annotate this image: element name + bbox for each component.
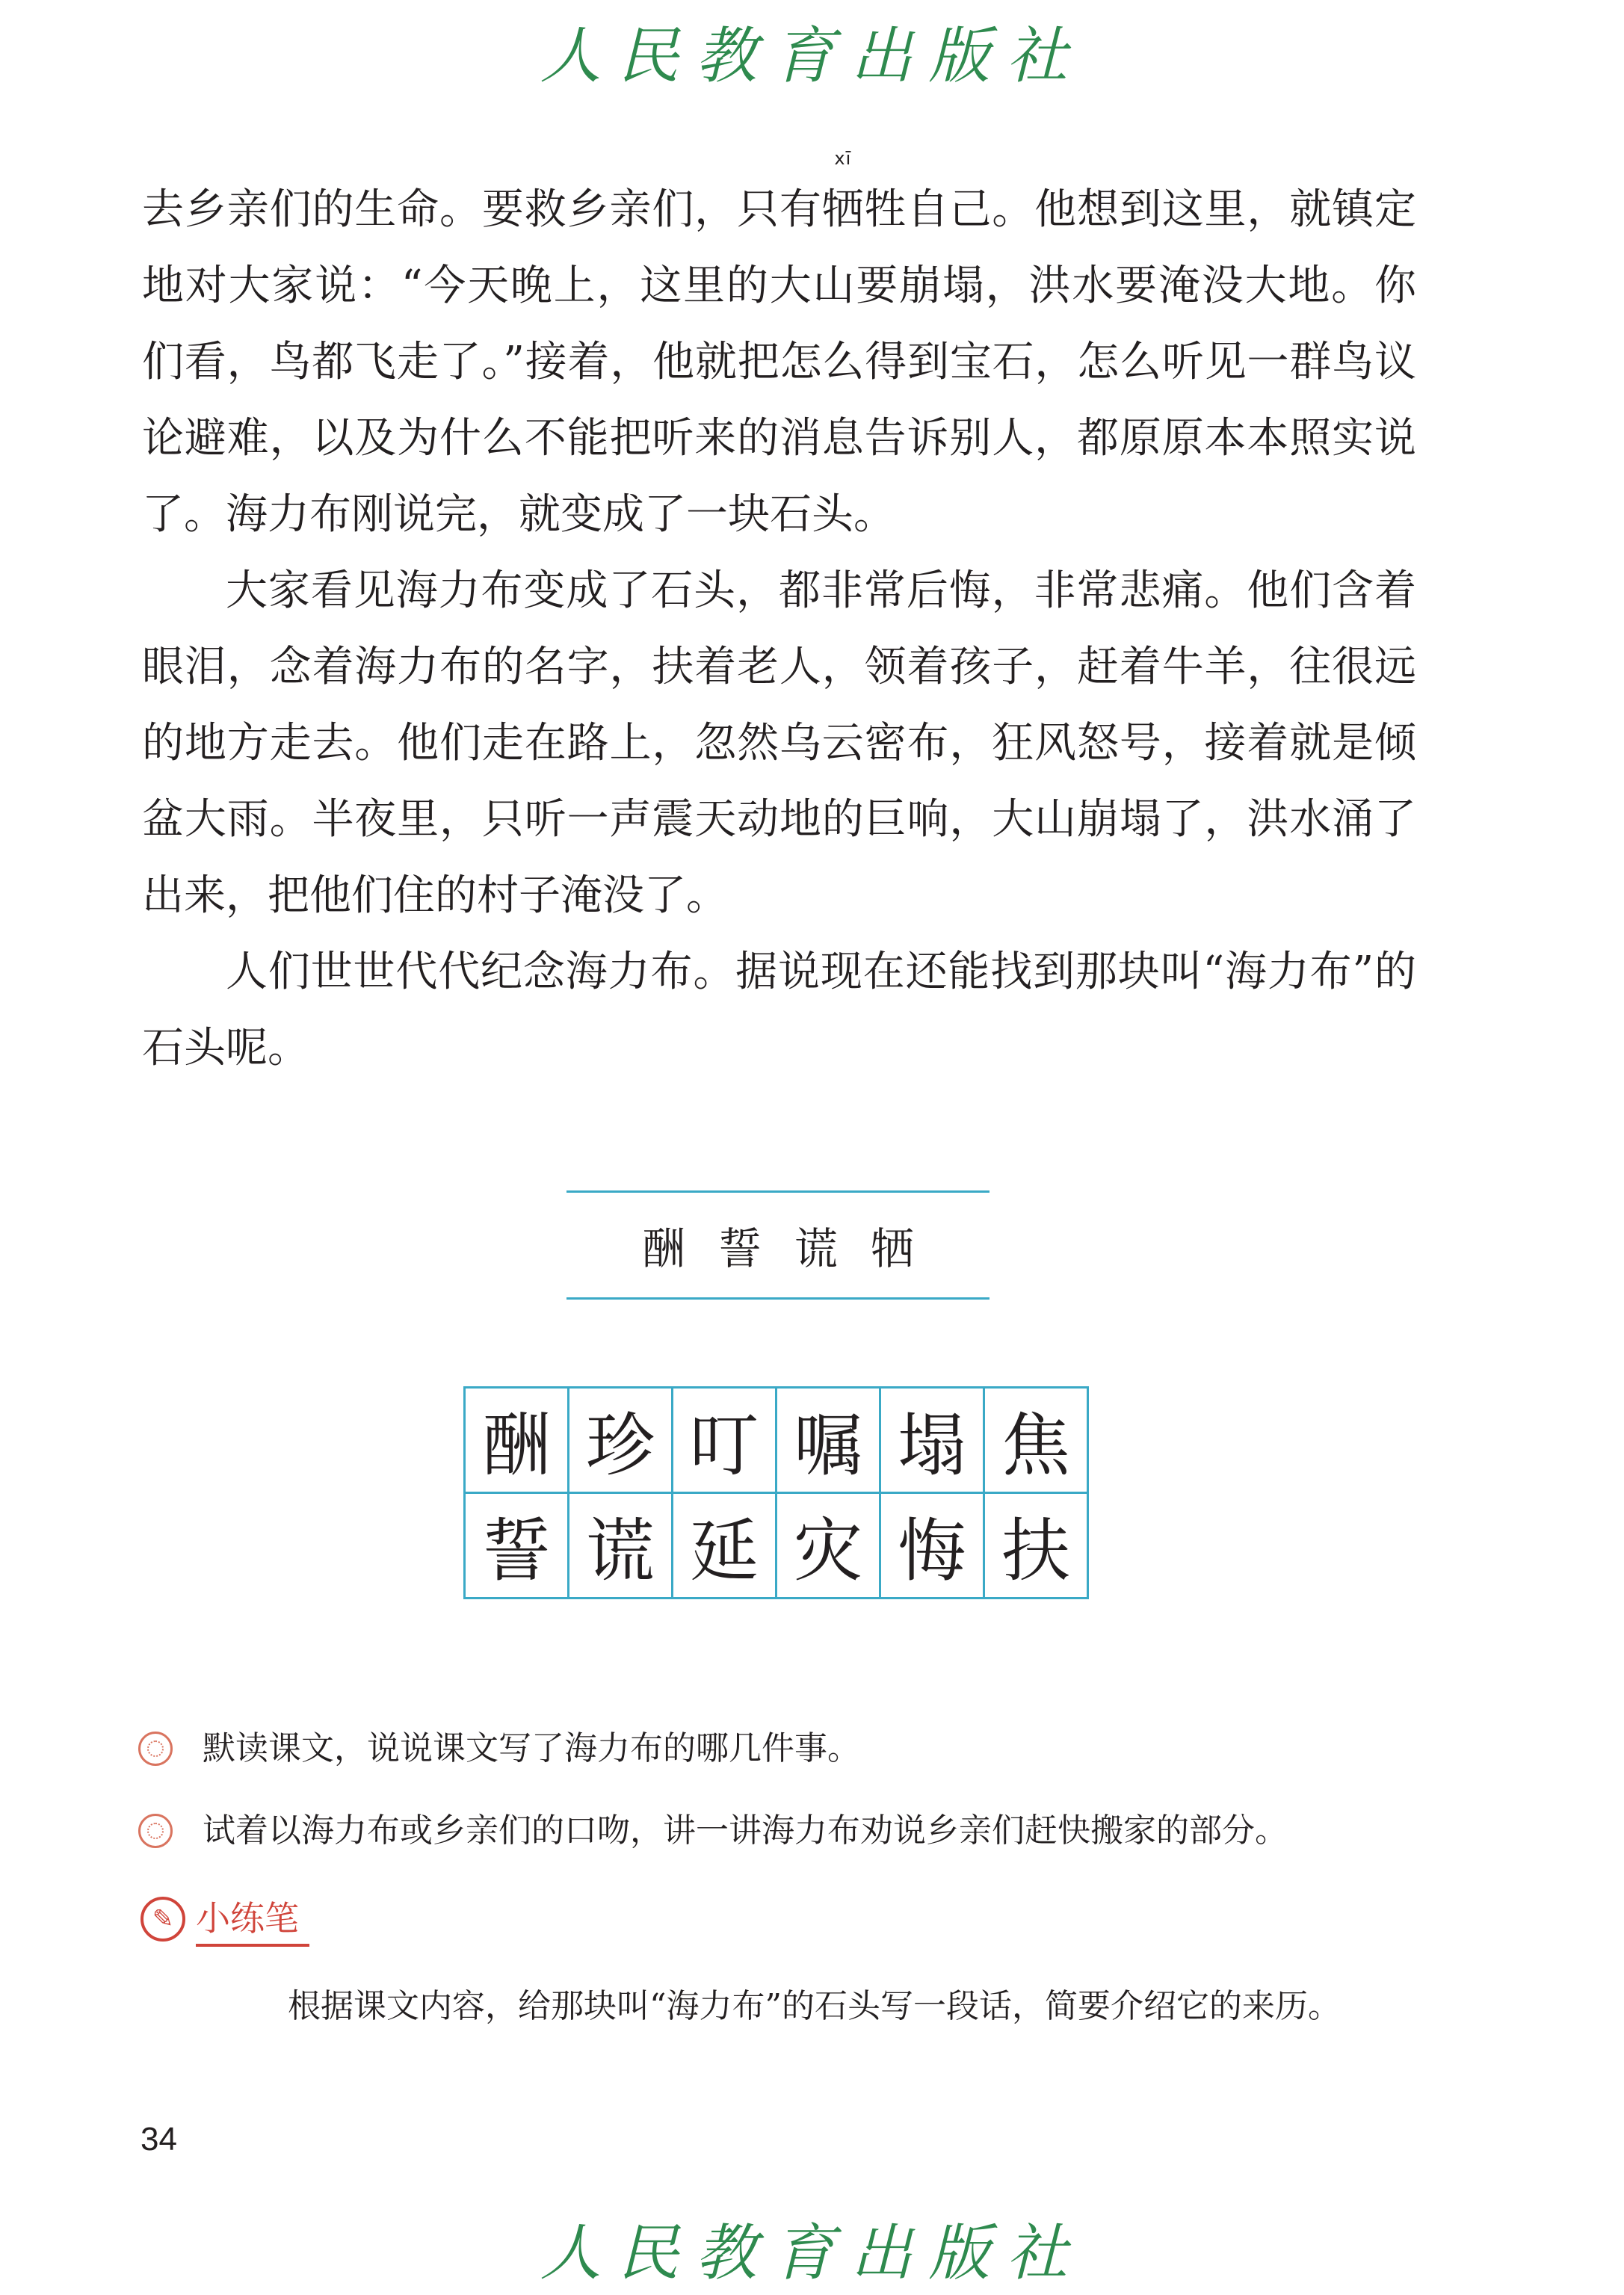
grid-character: 誓 [465,1493,569,1599]
publisher-logo-top: 人民教育出版社 [540,21,1084,92]
new-word: 酬 [641,1223,685,1274]
grid-character: 酬 [465,1388,569,1493]
new-word: 谎 [794,1223,839,1274]
grid-character: 焦 [984,1388,1088,1493]
question-1 [138,1726,860,1771]
paragraph-3: 人们世世代代纪念海力布。据说现在还能找到那块叫“海力布”的石头呢。 [142,948,1416,1072]
character-grid-row-1 [465,1388,1088,1493]
practice-heading [141,1893,309,1945]
grid-character: 珍 [569,1388,673,1493]
question-bullet-icon [138,1814,173,1848]
grid-character: 灾 [777,1493,880,1599]
paragraph-1-part-b: 牲自己。他想到这里，就镇定地对大家说：“今天晚上，这里的大山要崩塌，洪水要淹没大地。你们看，鸟都飞走了。”接着，他就把怎么得到宝石，怎么听见一群鸟议论避难，以及为什么不能把听来的消息告诉别人，都原原本本照实说了。海力布刚说完，就变成了一块石头。 [142,185,1417,539]
question-text: 默读课文，说说课文写了海力布的哪几件事。 [203,1729,860,1767]
question-2 [138,1808,1288,1853]
character-grid [463,1386,1089,1599]
question-bullet-icon [138,1732,173,1766]
ruby-annotation [821,148,864,248]
grid-character: 扶 [984,1493,1088,1599]
grid-character: 叮 [673,1388,777,1493]
paragraph-1-part-a: 去乡亲们的生命。要救乡亲们，只有 [142,185,822,234]
question-text: 试着以海力布或乡亲们的口吻，讲一讲海力布劝说乡亲们赶快搬家的部分。 [203,1811,1288,1850]
pen-icon: ✎ [141,1897,185,1942]
grid-character: 悔 [880,1493,984,1599]
practice-label: 小练笔 [196,1891,309,1947]
lesson-text [142,148,1417,1087]
character-grid-row-2 [465,1493,1088,1599]
pinyin-annotation: xī [834,148,852,169]
new-words-box [566,1190,989,1300]
page-number: 34 [141,2121,177,2157]
annotated-character: 牺 [821,185,864,234]
grid-character: 延 [673,1493,777,1599]
new-word: 牺 [871,1223,915,1274]
paragraph-1 [142,148,1417,553]
grid-character: 谎 [569,1493,673,1599]
publisher-logo-bottom: 人民教育出版社 [540,2218,1084,2289]
practice-text: 根据课文内容，给那块叫“海力布”的石头写一段话，简要介绍它的来历。 [288,1987,1341,2025]
grid-character: 嘱 [777,1388,880,1493]
new-word: 誓 [717,1223,762,1274]
grid-character: 塌 [880,1388,984,1493]
paragraph-2: 大家看见海力布变成了石头，都非常后悔，非常悲痛。他们含着眼泪，念着海力布的名字，扶着老人，领着孩子，赶着牛羊，往很远的地方走去。他们走在路上，忽然乌云密布，狂风怒号，接着就是倾盆大雨。半夜里，只听一声震天动地的巨响，大山崩塌了，洪水涌了出来，把他们住的村子淹没了。 [142,566,1416,920]
